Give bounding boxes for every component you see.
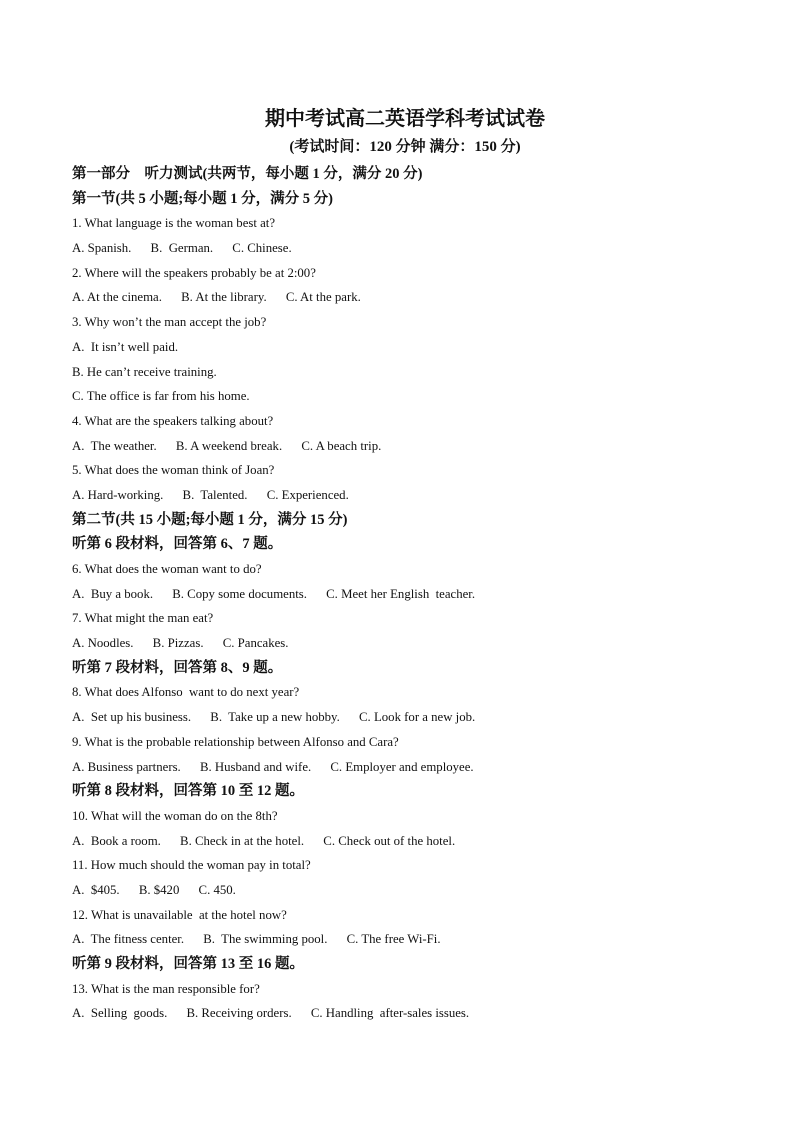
question-line: 13. What is the man responsible for? bbox=[72, 981, 260, 996]
section-heading: 听第 7 段材料，回答第 8、9 题。 bbox=[72, 659, 283, 676]
question-line: 2. Where will the speakers probably be at 2:00? bbox=[72, 265, 316, 280]
question-line: 12. What is unavailable at the hotel now? bbox=[72, 907, 287, 922]
section-heading: 第二节(共 15 小题;每小题 1 分，满分 15 分) bbox=[72, 511, 348, 528]
section-heading: 第一节(共 5 小题;每小题 1 分，满分 5 分) bbox=[72, 190, 333, 207]
question-line: A. Hard-working. B. Talented. C. Experienced. bbox=[72, 487, 349, 502]
question-line: 1. What language is the woman best at? bbox=[72, 216, 276, 231]
question-line: 5. What does the woman think of Joan? bbox=[72, 463, 275, 478]
question-line: A. It isn’t well paid. bbox=[72, 339, 179, 354]
question-line: 4. What are the speakers talking about? bbox=[72, 413, 274, 428]
question-line: A. The fitness center. B. The swimming pool. C. The free Wi-Fi. bbox=[72, 932, 441, 947]
question-line: B. He can’t receive training. bbox=[72, 364, 217, 379]
section-heading: 听第 8 段材料，回答第 10 至 12 题。 bbox=[72, 783, 304, 800]
question-line: A. At the cinema. B. At the library. C. At the park. bbox=[72, 290, 361, 305]
question-line: A. Buy a book. B. Copy some documents. C. Meet her English teacher. bbox=[72, 586, 476, 601]
question-line: A. Set up his business. B. Take up a new hobby. C. Look for a new job. bbox=[72, 710, 476, 725]
question-line: A. Spanish. B. German. C. Chinese. bbox=[72, 241, 292, 256]
section-heading: 听第 6 段材料，回答第 6、7 题。 bbox=[72, 536, 283, 553]
question-line: A. Business partners. B. Husband and wife. C. Employer and employee. bbox=[72, 759, 474, 774]
question-line: 3. Why won’t the man accept the job? bbox=[72, 315, 267, 330]
question-line: A. Noodles. B. Pizzas. C. Pancakes. bbox=[72, 636, 289, 651]
question-line: 7. What might the man eat? bbox=[72, 611, 214, 626]
question-line: 6. What does the woman want to do? bbox=[72, 562, 262, 576]
question-line: C. The office is far from his home. bbox=[72, 389, 250, 404]
question-line: A. Selling goods. B. Receiving orders. C. Handling after-sales issues. bbox=[72, 1006, 470, 1021]
section-heading: 第一部分 听力测试(共两节，每小题 1 分，满分 20 分) bbox=[72, 166, 423, 182]
question-line: A. Book a room. B. Check in at the hotel. C. Check out of the hotel. bbox=[72, 833, 456, 848]
question-line: 11. How much should the woman pay in total? bbox=[72, 858, 311, 873]
section-heading: 听第 9 段材料，回答第 13 至 16 题。 bbox=[72, 956, 304, 972]
question-line: A. $405. B. $420 C. 450. bbox=[72, 882, 236, 897]
exam-page bbox=[72, 104, 722, 1026]
page-title: 期中考试高二英语学科考试试卷 bbox=[265, 108, 545, 130]
question-line: 9. What is the probable relationship between Alfonso and Cara? bbox=[72, 734, 399, 749]
question-line: A. The weather. B. A weekend break. C. A beach trip. bbox=[72, 438, 382, 453]
question-list bbox=[72, 162, 722, 1026]
exam-info: (考试时间：120 分钟 满分：150 分) bbox=[289, 139, 521, 155]
question-line: 8. What does Alfonso want to do next year? bbox=[72, 685, 300, 700]
question-line: 10. What will the woman do on the 8th? bbox=[72, 808, 278, 823]
